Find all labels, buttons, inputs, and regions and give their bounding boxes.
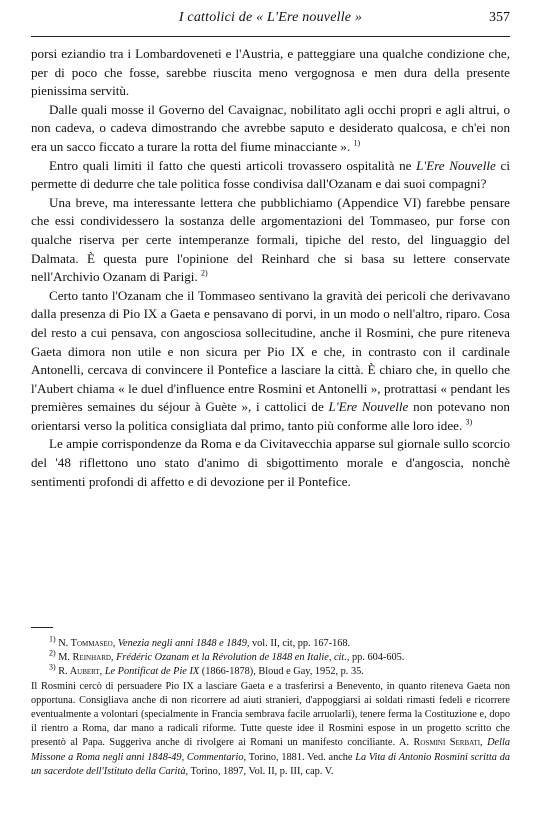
running-head (31, 10, 510, 26)
footnote-2 (31, 648, 510, 665)
footnote-1-mark: 1) (49, 634, 56, 644)
page-header (31, 10, 510, 32)
footnote-1-title: Venezia negli anni 1848 e 1849, (117, 638, 250, 649)
paragraph-6: Le ampie corrispondenze da Roma e da Civitavecchia apparse sul giornale sullo scorcio del '48 riflettono uno stato d'animo di sbigottimento morale e d'angoscia, nonchè sentimenti profondi di affetto e di devozione per il Pontefice. (31, 436, 510, 489)
body-text (31, 45, 510, 491)
running-head-pre: I cattolici de « (178, 10, 268, 25)
paragraph-1: porsi eziandio tra i Lombardoveneti e l'Austria, e patteggiare una qualche condizione che, per di poco che fosse, sarebbe riuscita meno vergognosa e men dura della presente pienissima servitù. (31, 46, 510, 99)
footnote-3-mark: 3) (49, 662, 56, 672)
footnote-rule (31, 627, 53, 628)
running-head-post: » (351, 10, 363, 25)
footnote-1-author: N. Tommaseo, (58, 638, 116, 649)
footnote-3-cont-title-1: Della Missone a Roma negli anni 1848-49, Commentario, (31, 737, 511, 763)
paragraph-2-text: Dalle quali mosse il Governo del Cavaignac, nobilitato agli occhi propri e agli altrui, o non cadeva, o cadeva dimostrando che avrebbe saputo e desiderato qualcosa, e ch'ei non era un sacco ficcato a turare la rotta del fiume minacciante ». (31, 101, 510, 154)
footnote-1 (31, 634, 510, 651)
footnote-2-rest: pp. 604-605. (349, 652, 405, 664)
footnote-3-author: R. Aubert, (58, 666, 103, 678)
footnote-1-rest: vol. II, cit, pp. 167-168. (249, 638, 351, 649)
footnote-ref-3: 3) (465, 417, 473, 427)
paragraph-5 (31, 287, 510, 436)
footnote-3-cont-title-2: La Vita di Antonio Rosmini scritta da un sacerdote dell'Istituto della Carità, (31, 751, 510, 777)
paragraph-5-journal-title: L'Ere Nouvelle (328, 399, 409, 415)
paragraph-4-text: Una breve, ma interessante lettera che pubblichiamo (Appendice VI) farebbe pensare che essi condividessero la sostanza delle argomentazioni del Tommaseo, pur forse con qualche riserva per certe intemperanze formali, tipiche del resto, del linguaggio del Dalmata. È questa pure l'opinione del Reinhard che si basa su lettere conservate nell'Archivio Ozanam di Parigi. (31, 194, 510, 285)
footnote-2-author: M. Reinhard, (58, 652, 114, 664)
footnote-3-cont-text-a: Il Rosmini cercò di persuadere Pio IX a lasciare Gaeta e a trasferirsi a Benevento, in quanto riteneva Gaeta non opportuna. Consigliava anche di non ricorrere ad aiuti stranieri, d'appoggiarsi ai soldati rimasti fedeli e ricorrere eventualmente a volontari (specialmente in Francia sembrava facile arruolarli), tenere ferma la Costituzione e, dopo il rientro a Roma, dar mano a radicali riforme. Tutte queste idee il Rosmini espose in un progetto scritto che presentò al Papa. Suggeriva anche di rivolgere ai Romani un manifesto conciliante. A. (31, 680, 510, 749)
page-number: 357 (489, 10, 510, 25)
paragraph-3-text-a: Entro quali limiti il fatto che questi articoli trovassero ospitalità ne (49, 157, 417, 173)
paragraph-3 (31, 157, 510, 194)
paragraph-3-text-b: ci permette di dedurre che tale politica fosse condivisa dall'Ozanam e dai suoi compagni? (31, 157, 510, 192)
paragraph-2 (31, 101, 510, 157)
running-head-italic: L'Ere nouvelle (267, 10, 352, 25)
footnote-ref-2: 2) (201, 268, 208, 278)
paragraph-3-journal-title: L'Ere Nouvelle (416, 157, 496, 173)
footnotes (31, 634, 511, 779)
footnote-3-rest: (1866-1878), Bloud e Gay, 1952, p. 35. (199, 666, 364, 678)
paragraph-5-text-b: non potevano non orientarsi verso la politica consigliata dal primo, tanto più conforme alle loro idee. (31, 399, 510, 433)
footnote-3 (31, 662, 510, 679)
footnote-3-cont-author: Rosmini Serbati, (413, 737, 483, 749)
paragraph-5-text-a: Certo tanto l'Ozanam che il Tommaseo sentivano la gravità dei pericoli che derivavano dalla presenza di Pio IX a Gaeta e pensavano di porvi, in un modo o nell'altro, riparo. Cosa del resto a cui pensava, con angosciosa sollecitudine, anche il Rosmini, che pure riteneva Gaeta dimora non utile e non sicura per Pio IX e che, in contrasto con il cardinale Antonelli, cercava di convincere il Pontefice a lasciare la città. È chiaro che, in quello che l'Aubert chiama « le duel d'influence entre Rosmini et Antonelli », protrattasi « pendant les premières semaines du séjour à Guète », i cattolici de (31, 287, 510, 415)
footnote-ref-1: 1) (353, 138, 361, 148)
footnote-2-mark: 2) (49, 648, 56, 658)
footnote-3-cont-text-b: Torino, 1881. Ved. anche (246, 751, 356, 763)
footnote-3-cont-text-c: Torino, 1897, Vol. II, p. III, cap. V. (188, 765, 334, 777)
header-rule (31, 36, 510, 37)
footnote-3-continuation (31, 680, 510, 779)
footnote-3-title: Le Pontificat de Pie IX (104, 666, 200, 678)
paragraph-4 (31, 194, 510, 287)
footnote-2-title: Frédéric Ozanam et la Révolution de 1848 en Italie, cit., (116, 652, 350, 664)
